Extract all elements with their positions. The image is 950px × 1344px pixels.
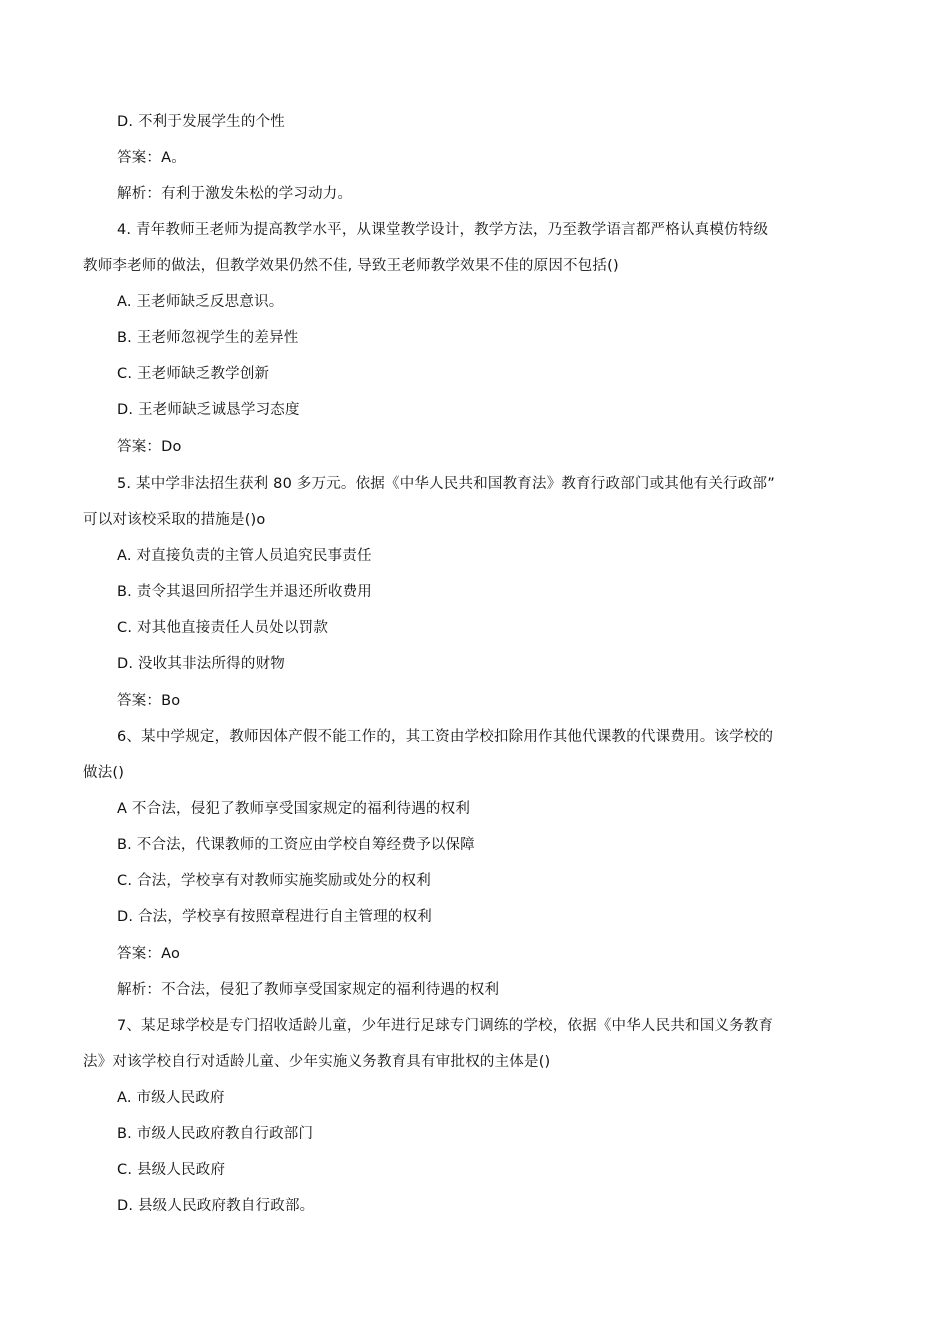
option-a-q4: A. 王老师缺乏反思意识。 [117,294,284,310]
option-d-q7: D. 县级人民政府教自行政部。 [117,1198,315,1214]
explanation-q3: 解析：有利于激发朱松的学习动力。 [117,186,353,202]
option-c-q7: C. 县级人民政府 [117,1162,226,1178]
question-6-line2: 做法() [83,765,125,781]
question-5-line1: 5. 某中学非法招生获利 80 多万元。依据《中华人民共和国教育法》教育行政部门或其他有关行政部” [117,476,775,492]
option-b-q5: B. 责令其退回所招学生并退还所收费用 [117,584,372,600]
option-d-q5: D. 没收其非法所得的财物 [117,656,285,672]
answer-q4: 答案：Do [117,439,182,455]
option-a-q5: A. 对直接负责的主管人员追究民事责任 [117,548,372,564]
question-7-line1: 7、某足球学校是专门招收适龄儿童，少年进行足球专门调练的学校，依据《中华人民共和国义务教育 [117,1018,774,1034]
option-c-q4: C. 王老师缺乏教学创新 [117,366,270,382]
answer-q5: 答案：Bo [117,693,181,709]
option-d-q6: D. 合法，学校享有按照章程进行自主管理的权利 [117,909,432,925]
option-b-q4: B. 王老师忽视学生的差异性 [117,330,299,346]
option-c-q6: C. 合法，学校享有对教师实施奖励或处分的权利 [117,873,431,889]
answer-q3: 答案：A。 [117,150,186,166]
explanation-q6: 解析：不合法，侵犯了教师享受国家规定的福利待遇的权利 [117,982,500,998]
option-a-q7: A. 市级人民政府 [117,1090,225,1106]
question-7-line2: 法》对该学校自行对适龄儿童、少年实施义务教育具有审批权的主体是() [83,1054,551,1070]
option-b-q7: B. 市级人民政府教自行政部门 [117,1126,314,1142]
option-d-q3: D. 不利于发展学生的个性 [117,114,285,130]
option-d-q4: D. 王老师缺乏诚恳学习态度 [117,402,300,418]
question-4-line2: 教师李老师的做法，但教学效果仍然不佳, 导致王老师教学效果不佳的原因不包括() [83,258,619,274]
option-c-q5: C. 对其他直接责任人员处以罚款 [117,620,329,636]
option-a-q6: A 不合法，侵犯了教师享受国家规定的福利待遇的权利 [117,801,471,817]
option-b-q6: B. 不合法，代课教师的工资应由学校自筹经费予以保障 [117,837,475,853]
question-6-line1: 6、某中学规定，教师因体产假不能工作的，其工资由学校扣除用作其他代课教的代课费用。该学校的 [117,729,774,745]
answer-q6: 答案：Ao [117,946,181,962]
question-4-line1: 4. 青年教师王老师为提高教学水平，从课堂教学设计，教学方法，乃至教学语言都严格认真模仿特级 [117,222,769,238]
question-5-line2: 可以对该校采取的措施是()o [83,512,266,528]
